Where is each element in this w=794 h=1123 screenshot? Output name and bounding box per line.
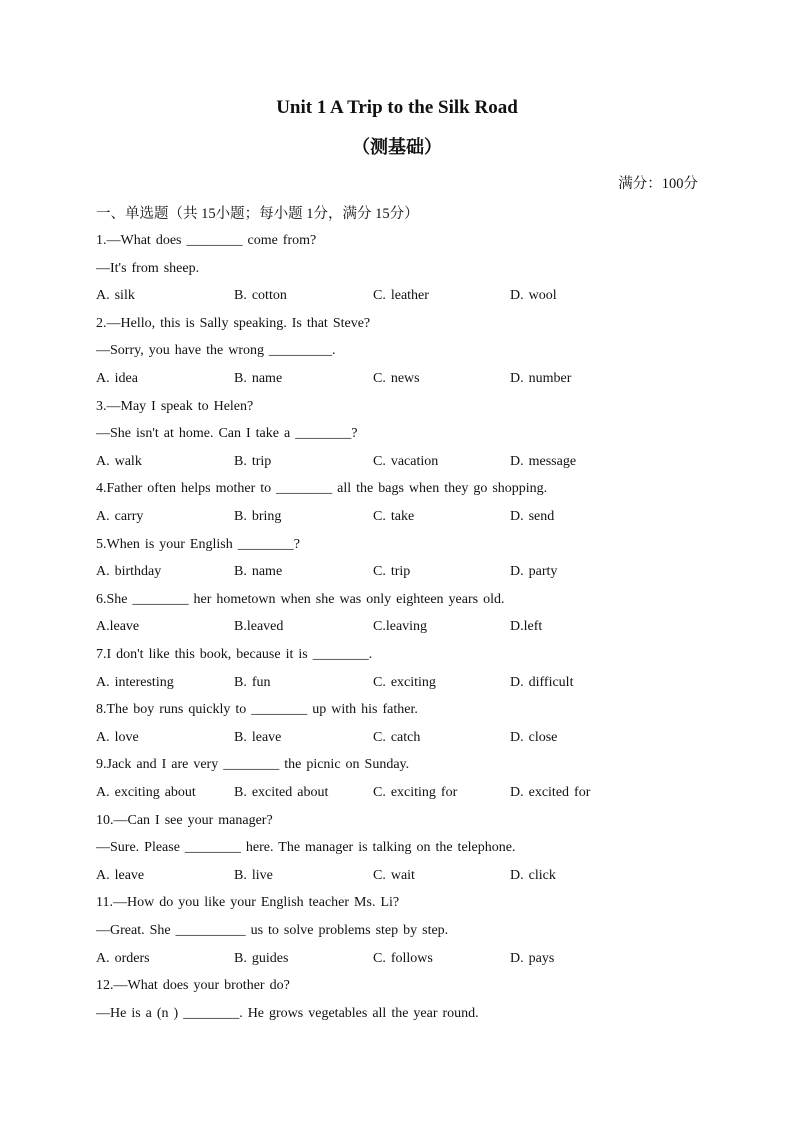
answer-option[interactable]: D. difficult: [510, 674, 574, 690]
page-subtitle: （测基础）: [352, 137, 442, 157]
answer-option[interactable]: D. number: [510, 371, 572, 386]
question-stem: 11.—How do you like your English teacher Ms. Li?: [96, 895, 400, 911]
answer-option[interactable]: C. vacation: [373, 453, 439, 469]
answer-option[interactable]: A. idea: [96, 371, 138, 386]
answer-option[interactable]: A. carry: [96, 509, 144, 524]
answer-option[interactable]: B. fun: [234, 674, 271, 690]
answer-option[interactable]: D. send: [510, 509, 555, 524]
answer-option[interactable]: C. catch: [373, 729, 421, 745]
answer-option[interactable]: B.leaved: [234, 619, 284, 635]
question-stem: 1.—What does ________ come from?: [96, 233, 317, 248]
answer-option[interactable]: C. trip: [373, 564, 411, 580]
answer-option[interactable]: D. excited for: [510, 785, 591, 800]
question-stem: 7.I don't like this book, because it is ________.: [96, 647, 373, 662]
answer-option[interactable]: A. exciting about: [96, 785, 196, 800]
answer-option[interactable]: A. orders: [96, 950, 150, 966]
question-stem: 12.—What does your brother do?: [96, 978, 290, 994]
question-response: —Great. She __________ us to solve problems step by step.: [96, 923, 449, 938]
answer-option[interactable]: B. name: [234, 564, 283, 580]
full-score-label: 满分：100分: [618, 176, 698, 192]
question-stem: 6.She ________ her hometown when she was only eighteen years old.: [96, 591, 505, 607]
answer-option[interactable]: B. name: [234, 371, 283, 386]
answer-option[interactable]: B. leave: [234, 729, 282, 745]
question-stem: 4.Father often helps mother to ________ all the bags when they go shopping.: [96, 481, 548, 497]
answer-option[interactable]: B. trip: [234, 453, 272, 469]
answer-option[interactable]: D. pays: [510, 950, 555, 966]
section-heading: 一、单选题（共 15小题；每小题 1分，满分 15分）: [96, 206, 419, 222]
answer-option[interactable]: A. walk: [96, 453, 142, 469]
question-stem: 8.The boy runs quickly to ________ up with his father.: [96, 702, 418, 718]
answer-option[interactable]: A. birthday: [96, 564, 162, 580]
answer-option[interactable]: C. wait: [373, 867, 415, 883]
answer-option[interactable]: D.left: [510, 619, 543, 635]
answer-option[interactable]: B. guides: [234, 950, 289, 966]
answer-option[interactable]: D. party: [510, 564, 558, 580]
answer-option[interactable]: A. silk: [96, 288, 135, 304]
page-title: Unit 1 A Trip to the Silk Road: [276, 97, 518, 118]
answer-option[interactable]: A. leave: [96, 867, 145, 883]
question-response: —She isn't at home. Can I take a ________?: [96, 426, 358, 442]
answer-option[interactable]: C. exciting for: [373, 785, 458, 800]
answer-option[interactable]: C. follows: [373, 950, 433, 966]
question-stem: 3.—May I speak to Helen?: [96, 398, 254, 414]
answer-option[interactable]: D. click: [510, 867, 556, 883]
answer-option[interactable]: A.leave: [96, 619, 140, 635]
question-stem: 10.—Can I see your manager?: [96, 812, 273, 828]
answer-option[interactable]: C.leaving: [373, 619, 428, 635]
answer-option[interactable]: C. exciting: [373, 674, 436, 690]
answer-option[interactable]: C. leather: [373, 288, 429, 304]
answer-option[interactable]: B. excited about: [234, 785, 329, 800]
answer-option[interactable]: C. take: [373, 509, 415, 524]
question-response: —Sorry, you have the wrong _________.: [96, 343, 336, 359]
answer-option[interactable]: C. news: [373, 371, 420, 386]
answer-option[interactable]: A. love: [96, 729, 139, 745]
answer-option[interactable]: A. interesting: [96, 674, 174, 690]
answer-option[interactable]: D. close: [510, 729, 558, 745]
answer-option[interactable]: B. bring: [234, 509, 282, 524]
question-stem: 9.Jack and I are very ________ the picnic on Sunday.: [96, 757, 410, 773]
question-stem: 2.—Hello, this is Sally speaking. Is that Steve?: [96, 315, 371, 331]
answer-option[interactable]: D. message: [510, 453, 577, 469]
answer-option[interactable]: D. wool: [510, 288, 557, 304]
question-response: —Sure. Please ________ here. The manager is talking on the telephone.: [96, 840, 516, 856]
answer-option[interactable]: B. cotton: [234, 288, 287, 304]
question-response: —It's from sheep.: [96, 260, 200, 276]
question-stem: 5.When is your English ________?: [96, 536, 300, 552]
answer-option[interactable]: B. live: [234, 867, 273, 883]
question-response: —He is a (n ) ________. He grows vegetables all the year round.: [96, 1005, 479, 1021]
